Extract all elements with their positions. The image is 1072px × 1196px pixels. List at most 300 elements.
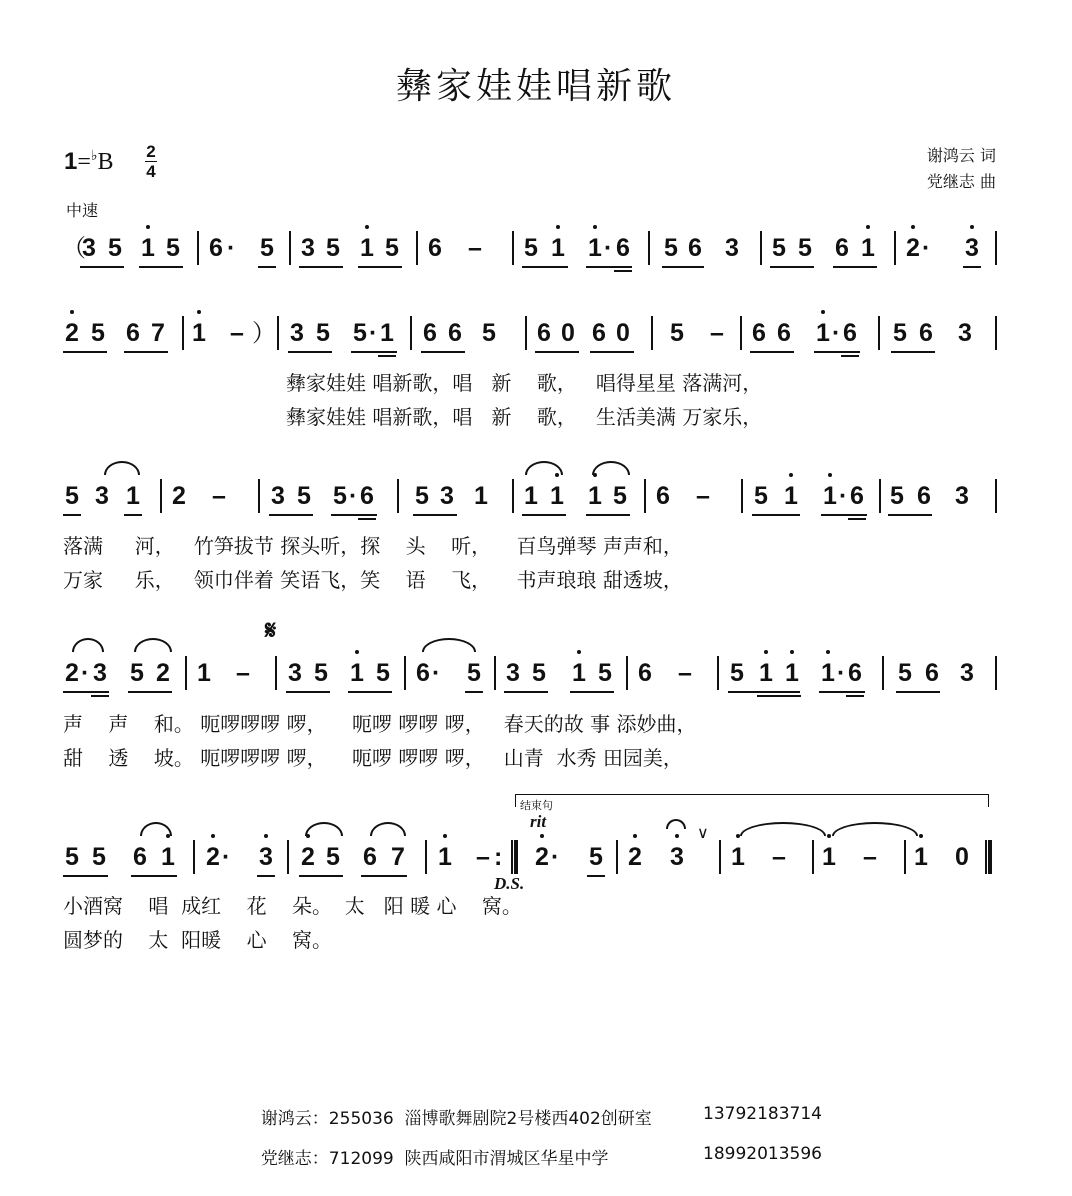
- note: 6: [126, 319, 140, 347]
- bar-line: [525, 316, 527, 350]
- bar-line: [648, 231, 650, 265]
- fermata-icon: [666, 819, 686, 829]
- key-signature: [64, 148, 114, 176]
- underline-beam: [91, 695, 109, 697]
- note: 2: [172, 482, 186, 510]
- note: 5: [314, 659, 328, 687]
- augmentation-dot: ·: [832, 319, 841, 347]
- note: 1: [782, 481, 800, 511]
- high-octave-dot-icon: [919, 834, 923, 838]
- note: 2: [204, 842, 222, 872]
- note: 6: [133, 843, 147, 871]
- note: 3: [290, 319, 304, 347]
- note: 5: [385, 234, 399, 262]
- high-octave-dot-icon: [970, 225, 974, 229]
- bar-line: [626, 656, 628, 690]
- note: 6: [752, 319, 766, 347]
- meter-top: 2: [146, 142, 156, 161]
- bar-line: [995, 656, 997, 690]
- underline-beam: [891, 351, 935, 353]
- tie-slur: [140, 822, 172, 836]
- footer-contact-1: [250, 1084, 822, 1129]
- underline-beam: [570, 691, 614, 693]
- note: 1: [586, 233, 604, 263]
- augmentation-dot: ·: [227, 234, 236, 262]
- high-octave-dot-icon: [365, 225, 369, 229]
- note: 6: [638, 659, 652, 687]
- note: 3: [82, 234, 96, 262]
- note: 1: [190, 318, 208, 348]
- note: 5: [260, 234, 274, 262]
- augmentation-dot: ·: [222, 843, 231, 871]
- dash-sustain: –: [710, 319, 724, 347]
- note: 5: [898, 659, 912, 687]
- note: 6: [688, 234, 702, 262]
- underline-beam: [821, 514, 867, 516]
- underline-beam: [288, 351, 332, 353]
- bar-line: [404, 656, 406, 690]
- key-equals: =: [77, 149, 91, 175]
- bar-line: [258, 479, 260, 513]
- underline-beam: [257, 875, 275, 877]
- note: 5: [613, 482, 627, 510]
- note: 1: [814, 318, 832, 348]
- underline-beam: [413, 514, 457, 516]
- underline-beam: [63, 691, 109, 693]
- high-octave-dot-icon: [211, 834, 215, 838]
- flat-icon: ♭: [90, 149, 98, 164]
- note: 2: [533, 842, 551, 872]
- note: 5: [532, 659, 546, 687]
- bar-line: [416, 231, 418, 265]
- tie-slur: [305, 822, 343, 836]
- credits: [927, 143, 996, 195]
- bar-line: [193, 840, 195, 874]
- high-octave-dot-icon: [790, 650, 794, 654]
- underline-beam: [504, 691, 548, 693]
- underline-beam: [269, 514, 313, 516]
- note: 1: [819, 658, 837, 688]
- note: 6: [416, 659, 430, 687]
- underline-beam: [587, 875, 605, 877]
- bar-line: [397, 479, 399, 513]
- note: 3: [271, 482, 285, 510]
- underline-beam: [63, 351, 107, 353]
- note: 6: [919, 319, 933, 347]
- note: 6: [363, 843, 377, 871]
- lyrics-line4-verse2: 甜 透 坡。 呃啰啰啰 啰， 呃啰 啰啰 啰， 山青 水秀 田园美，: [63, 746, 683, 770]
- underline-beam: [351, 351, 397, 353]
- note: 1: [159, 842, 177, 872]
- note: 5: [730, 659, 744, 687]
- lyrics-line5-verse1: 小酒窝 唱 成红 花 朵。 太 阳 暖 心 窝。: [63, 894, 522, 918]
- underline-beam: [63, 875, 108, 877]
- note: 1: [783, 658, 801, 688]
- underline-beam: [421, 351, 465, 353]
- note: 5: [893, 319, 907, 347]
- note: 5: [91, 319, 105, 347]
- note: 3: [725, 234, 739, 262]
- note: 5: [108, 234, 122, 262]
- bar-line: [812, 840, 814, 874]
- augmentation-dot: ·: [369, 319, 378, 347]
- contact-info: 谢鸿云：255036 淄博歌舞剧院2号楼西402创研室: [260, 1109, 652, 1129]
- note: 5: [326, 843, 340, 871]
- note: 6: [209, 234, 223, 262]
- note: 3: [963, 233, 981, 263]
- bar-line: [410, 316, 412, 350]
- note: 6: [423, 319, 437, 347]
- note: 1: [821, 481, 839, 511]
- bar-line: [740, 316, 742, 350]
- contact-phone: 18992013596: [703, 1144, 822, 1164]
- bar-line: [741, 479, 743, 513]
- rest: 0: [955, 843, 969, 871]
- lyricist-credit: 谢鸿云 词: [926, 146, 996, 165]
- lyrics-line5-verse2: 圆梦的 太 阳暖 心 窝。: [63, 928, 333, 952]
- underline-beam: [124, 514, 142, 516]
- note: 1: [436, 842, 454, 872]
- bar-line: [644, 479, 646, 513]
- tie-slur: [592, 461, 630, 475]
- lyrics-line2-verse1: 彝家娃娃 唱新歌，唱 新 歌， 唱得星星 落满河，: [286, 371, 763, 395]
- note: 5: [589, 843, 603, 871]
- augmentation-dot: ·: [839, 482, 848, 510]
- underline-beam: [814, 351, 860, 353]
- underline-beam: [331, 514, 377, 516]
- note: 5: [754, 482, 768, 510]
- note: 6: [925, 659, 939, 687]
- repeat-dots: :: [494, 843, 503, 871]
- bar-line: [494, 656, 496, 690]
- high-octave-dot-icon: [828, 473, 832, 477]
- high-octave-dot-icon: [264, 834, 268, 838]
- high-octave-dot-icon: [443, 834, 447, 838]
- dash-sustain: –: [212, 482, 226, 510]
- bar-line: [185, 656, 187, 690]
- note: 6: [592, 319, 606, 347]
- underline-beam: [833, 266, 877, 268]
- high-octave-dot-icon: [789, 473, 793, 477]
- note: 5: [316, 319, 330, 347]
- high-octave-dot-icon: [821, 310, 825, 314]
- underline-beam: [258, 266, 276, 268]
- note: 3: [955, 482, 969, 510]
- underline-beam: [63, 514, 81, 516]
- high-octave-dot-icon: [70, 310, 74, 314]
- bar-line: [289, 231, 291, 265]
- breath-mark-icon: ∨: [697, 823, 709, 842]
- time-signature: [145, 142, 157, 181]
- dash-sustain: –: [772, 843, 786, 871]
- note: 5: [130, 659, 144, 687]
- high-octave-dot-icon: [556, 225, 560, 229]
- underline-beam: [348, 691, 392, 693]
- high-octave-dot-icon: [827, 834, 831, 838]
- underline-beam: [728, 691, 800, 693]
- high-octave-dot-icon: [197, 310, 201, 314]
- note: 2: [299, 842, 317, 872]
- note: 3: [958, 319, 972, 347]
- note: 3: [93, 659, 107, 687]
- note: 5: [772, 234, 786, 262]
- underline-beam: [848, 518, 866, 520]
- lyrics-line3-verse1: 落满 河， 竹笋拔节 探头听，探 头 听， 百鸟弹琴 声声和，: [63, 534, 683, 558]
- dash-sustain: –: [476, 843, 490, 871]
- note: 5: [166, 234, 180, 262]
- lyrics-line4-verse1: 声 声 和。 呃啰啰啰 啰， 呃啰 啰啰 啰， 春天的故 事 添妙曲，: [63, 712, 697, 736]
- underline-beam: [124, 351, 168, 353]
- bar-line: [616, 840, 618, 874]
- underline-beam: [752, 514, 800, 516]
- underline-beam: [128, 691, 172, 693]
- dash-sustain: –: [678, 659, 692, 687]
- high-octave-dot-icon: [764, 650, 768, 654]
- note: 5: [524, 234, 538, 262]
- bar-line: [760, 231, 762, 265]
- underline-beam: [757, 695, 801, 697]
- note: 1: [757, 658, 775, 688]
- high-octave-dot-icon: [593, 225, 597, 229]
- note: 1: [348, 658, 366, 688]
- note: 1: [126, 482, 140, 510]
- composer-credit: 党继志 曲: [926, 172, 996, 191]
- note: 5: [482, 319, 496, 347]
- underline-beam: [586, 266, 632, 268]
- note: 6: [848, 659, 862, 687]
- note: 1: [912, 842, 930, 872]
- note: 6: [835, 234, 849, 262]
- underline-beam: [896, 691, 940, 693]
- open-paren: （: [62, 234, 86, 262]
- note: 6: [843, 319, 857, 347]
- note: 1: [358, 233, 376, 263]
- note: 6: [777, 319, 791, 347]
- tempo-marking: 中速: [66, 201, 99, 220]
- dash-sustain: –: [696, 482, 710, 510]
- bar-line: [277, 316, 279, 350]
- note: 3: [440, 482, 454, 510]
- bar-line: [651, 316, 653, 350]
- tie-slur: [72, 638, 104, 652]
- underline-beam: [522, 514, 566, 516]
- augmentation-dot: ·: [81, 659, 90, 687]
- underline-beam: [361, 875, 407, 877]
- note: 2: [626, 842, 644, 872]
- note: 3: [668, 842, 686, 872]
- note: 6: [616, 234, 630, 262]
- underline-beam: [614, 270, 632, 272]
- note: 6: [917, 482, 931, 510]
- underline-beam: [590, 351, 634, 353]
- note: 3: [95, 482, 109, 510]
- augmentation-dot: ·: [837, 659, 846, 687]
- bar-line: [894, 231, 896, 265]
- underline-beam: [139, 266, 183, 268]
- bar-line: [287, 840, 289, 874]
- note: 1: [139, 233, 157, 263]
- bar-line: [995, 479, 997, 513]
- underline-beam: [358, 266, 402, 268]
- underline-beam: [586, 514, 630, 516]
- underline-beam: [80, 266, 124, 268]
- augmentation-dot: ·: [349, 482, 358, 510]
- dash-sustain: –: [468, 234, 482, 262]
- underline-beam: [535, 351, 579, 353]
- note: 3: [506, 659, 520, 687]
- note: 6: [656, 482, 670, 510]
- high-octave-dot-icon: [826, 650, 830, 654]
- note: 1: [549, 233, 567, 263]
- underline-beam: [846, 695, 864, 697]
- tie-slur: [525, 461, 563, 475]
- note: 6: [448, 319, 462, 347]
- note: 7: [391, 843, 405, 871]
- high-octave-dot-icon: [577, 650, 581, 654]
- tie-slur: [740, 822, 826, 836]
- high-octave-dot-icon: [355, 650, 359, 654]
- note: 5: [890, 482, 904, 510]
- note: 5: [376, 659, 390, 687]
- underline-beam: [819, 691, 865, 693]
- note: 5: [65, 482, 79, 510]
- tie-slur: [832, 822, 918, 836]
- note: 2: [156, 659, 170, 687]
- underline-beam: [465, 691, 483, 693]
- tie-slur: [134, 638, 172, 652]
- high-octave-dot-icon: [675, 834, 679, 838]
- double-bar-line: [985, 840, 992, 874]
- underline-beam: [662, 266, 704, 268]
- high-octave-dot-icon: [540, 834, 544, 838]
- tie-slur: [104, 461, 140, 475]
- key-note: B: [97, 149, 114, 175]
- underline-beam: [888, 514, 932, 516]
- note: 3: [257, 842, 275, 872]
- high-octave-dot-icon: [911, 225, 915, 229]
- bar-line: [717, 656, 719, 690]
- note: 6: [360, 482, 374, 510]
- note: 1: [820, 842, 838, 872]
- underline-beam: [378, 355, 396, 357]
- note: 1: [524, 482, 538, 510]
- tie-slur: [422, 638, 476, 652]
- bar-line: [995, 316, 997, 350]
- augmentation-dot: ·: [432, 659, 441, 687]
- bar-line: [425, 840, 427, 874]
- lyrics-line3-verse2: 万家 乐， 领巾伴着 笑语飞，笑 语 飞， 书声琅琅 甜透坡，: [63, 568, 683, 592]
- footer-contact-2: [250, 1124, 822, 1169]
- dash-sustain: –: [863, 843, 877, 871]
- note: 5: [670, 319, 684, 347]
- note: 5: [353, 319, 367, 347]
- underline-beam: [841, 355, 859, 357]
- note: 1: [474, 482, 488, 510]
- meter-bottom: 4: [146, 162, 156, 181]
- note: 7: [151, 319, 165, 347]
- note: 2: [63, 318, 81, 348]
- note: 1: [859, 233, 877, 263]
- bar-line: [719, 840, 721, 874]
- bar-line: [879, 479, 881, 513]
- underline-beam: [770, 266, 814, 268]
- note: 5: [92, 843, 106, 871]
- ending-label: 结束句: [520, 799, 553, 812]
- note: 1: [570, 658, 588, 688]
- note: 3: [301, 234, 315, 262]
- dash-sustain: –: [230, 319, 244, 347]
- note: 1: [586, 481, 604, 511]
- underline-beam: [131, 875, 177, 877]
- note: 5: [65, 843, 79, 871]
- underline-beam: [522, 266, 568, 268]
- bar-line: [275, 656, 277, 690]
- underline-beam: [963, 266, 981, 268]
- underline-beam: [299, 266, 343, 268]
- high-octave-dot-icon: [146, 225, 150, 229]
- bar-line: [182, 316, 184, 350]
- high-octave-dot-icon: [633, 834, 637, 838]
- ending-bracket: [515, 794, 989, 807]
- rit-marking: rit: [530, 812, 547, 831]
- note: 5: [664, 234, 678, 262]
- bar-line: [882, 656, 884, 690]
- contact-info: 党继志：712099 陕西咸阳市渭城区华星中学: [260, 1149, 609, 1169]
- bar-line: [512, 479, 514, 513]
- bar-line: [878, 316, 880, 350]
- augmentation-dot: ·: [551, 843, 560, 871]
- underline-beam: [286, 691, 330, 693]
- augmentation-dot: ·: [604, 234, 613, 262]
- note: 5: [333, 482, 347, 510]
- note: 2: [65, 659, 79, 687]
- note: 5: [326, 234, 340, 262]
- bar-line: [512, 231, 514, 265]
- lyrics-line2-verse2: 彝家娃娃 唱新歌，唱 新 歌， 生活美满 万家乐，: [286, 405, 763, 429]
- note: 6: [850, 482, 864, 510]
- bar-line: [904, 840, 906, 874]
- note: 5: [297, 482, 311, 510]
- note: 5: [467, 659, 481, 687]
- dash-sustain: –: [236, 659, 250, 687]
- double-bar-line: [511, 840, 518, 874]
- tie-slur: [370, 822, 406, 836]
- bar-line: [160, 479, 162, 513]
- note: 3: [288, 659, 302, 687]
- close-paren: ）: [252, 319, 276, 347]
- contact-phone: 13792183714: [703, 1104, 822, 1124]
- bar-line: [995, 231, 997, 265]
- augmentation-dot: ·: [922, 234, 931, 262]
- note: 1: [380, 319, 394, 347]
- song-title: 彝家娃娃唱新歌: [395, 66, 676, 107]
- note: 1: [548, 481, 566, 511]
- rest: 0: [561, 319, 575, 347]
- note: 6: [428, 234, 442, 262]
- note: 5: [798, 234, 812, 262]
- note: 1: [729, 842, 747, 872]
- note: 5: [415, 482, 429, 510]
- underline-beam: [299, 875, 343, 877]
- underline-beam: [750, 351, 794, 353]
- rest: 0: [616, 319, 630, 347]
- segno-icon: 𝄋: [265, 616, 277, 646]
- key-tonic: 1: [64, 148, 78, 175]
- bar-line: [197, 231, 199, 265]
- ds-marking: D.S.: [494, 874, 525, 893]
- note: 3: [960, 659, 974, 687]
- note: 2: [904, 233, 922, 263]
